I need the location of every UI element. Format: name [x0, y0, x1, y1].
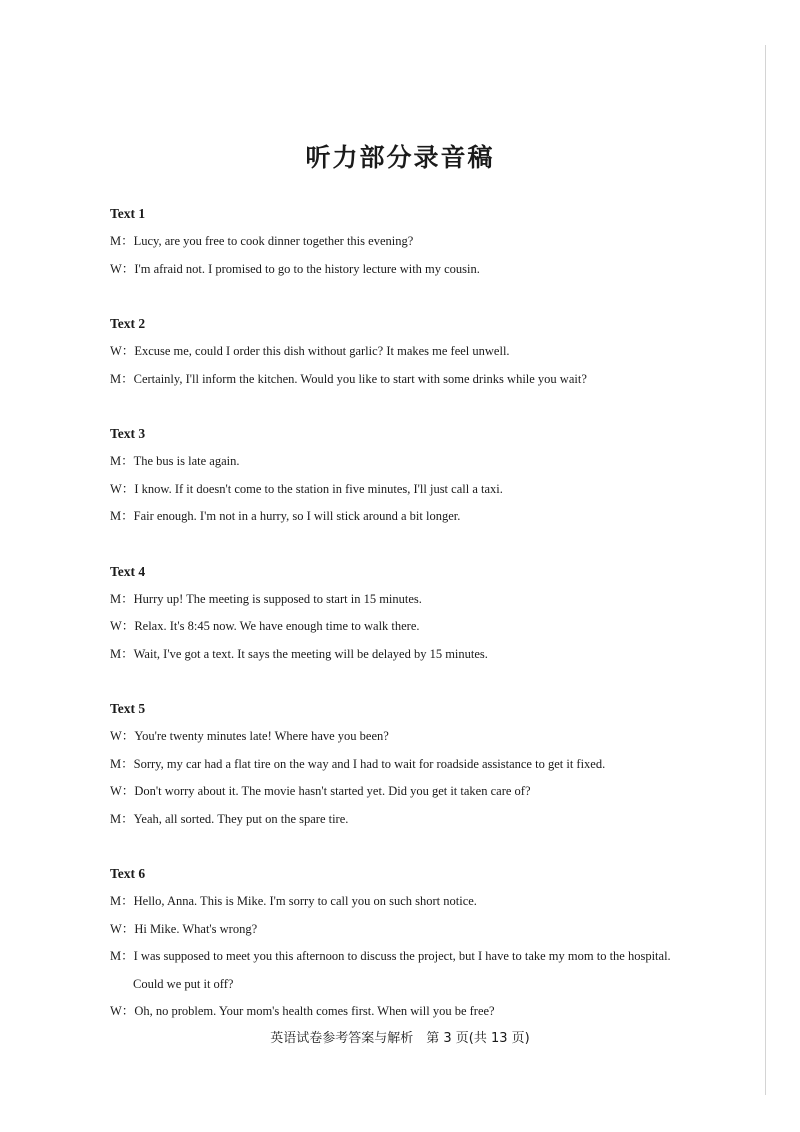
speaker-label: M： [110, 949, 134, 963]
speaker-label: M： [110, 371, 134, 386]
transcript-section [110, 310, 740, 393]
dialogue-text: Hurry up! The meeting is supposed to start in 15 minutes. [133, 591, 422, 606]
section-heading: Text 4 [110, 563, 146, 579]
dialogue-line [110, 586, 740, 614]
dialogue-line [110, 751, 740, 779]
transcript-section [110, 420, 740, 531]
dialogue-text: I'm afraid not. I promised to go to the history lecture with my cousin. [134, 261, 480, 276]
speaker-label: M： [110, 646, 134, 661]
speaker-label: M： [110, 234, 134, 248]
transcript-section [110, 558, 740, 669]
page-edge-line [765, 45, 766, 1095]
section-heading: Text 6 [110, 866, 146, 881]
dialogue-text: The bus is late again. [133, 454, 240, 468]
dialogue-text: I know. If it doesn't come to the station in five minutes, I'll just call a taxi. [134, 481, 503, 496]
speaker-label: W： [110, 344, 135, 358]
speaker-label: W： [110, 261, 135, 276]
dialogue-line [110, 256, 740, 284]
dialogue-line [110, 806, 740, 834]
dialogue-line [110, 916, 740, 944]
dialogue-text: Could we put it off? [133, 976, 234, 991]
dialogue-line [110, 476, 740, 504]
dialogue-line [110, 448, 740, 476]
dialogue-text: Don't worry about it. The movie hasn't started yet. Did you get it taken care of? [134, 784, 531, 798]
dialogue-text: Oh, no problem. Your mom's health comes first. When will you be free? [134, 1004, 495, 1018]
dialogue-text: I was supposed to meet you this afternoon to discuss the project, but I have to take my mom to the hospital. [133, 949, 671, 963]
section-heading: Text 2 [110, 316, 146, 331]
dialogue-line [110, 228, 740, 256]
dialogue-text: Certainly, I'll inform the kitchen. Would you like to start with some drinks while you wait? [133, 371, 587, 386]
dialogue-line [110, 971, 740, 999]
dialogue-line [110, 778, 740, 806]
dialogue-line [110, 943, 740, 971]
dialogue-text: You're twenty minutes late! Where have you been? [134, 729, 389, 743]
dialogue-text: Fair enough. I'm not in a hurry, so I will stick around a bit longer. [133, 509, 461, 523]
dialogue-text: Yeah, all sorted. They put on the spare tire. [133, 811, 349, 826]
dialogue-text: Hi Mike. What's wrong? [134, 921, 258, 936]
dialogue-line [110, 503, 740, 531]
transcript-section [110, 695, 740, 833]
speaker-label: M： [110, 894, 134, 908]
transcript-content [110, 200, 740, 1053]
speaker-label: W： [110, 784, 135, 798]
page-title: 听力部分录音稿 [305, 143, 495, 172]
transcript-section [110, 200, 740, 283]
dialogue-line [110, 641, 740, 669]
section-heading: Text 3 [110, 426, 146, 441]
transcript-section [110, 860, 740, 1026]
dialogue-text: Lucy, are you free to cook dinner together this evening? [133, 234, 414, 248]
dialogue-text: Hello, Anna. This is Mike. I'm sorry to call you on such short notice. [133, 894, 477, 908]
dialogue-line [110, 998, 740, 1026]
speaker-label: W： [110, 1004, 135, 1018]
dialogue-text: Excuse me, could I order this dish without garlic? It makes me feel unwell. [134, 344, 510, 358]
section-heading: Text 5 [110, 701, 146, 716]
speaker-label: M： [110, 756, 134, 771]
dialogue-line [110, 338, 740, 366]
speaker-label: M： [110, 454, 134, 468]
dialogue-line [110, 613, 740, 641]
dialogue-line [110, 366, 740, 394]
dialogue-text: Sorry, my car had a flat tire on the way and I had to wait for roadside assistance to get it fixed. [133, 756, 606, 771]
speaker-label: W： [110, 729, 135, 743]
speaker-label: W： [110, 921, 135, 936]
speaker-label: M： [110, 811, 134, 826]
speaker-label: W： [110, 619, 135, 633]
dialogue-text: Wait, I've got a text. It says the meeting will be delayed by 15 minutes. [133, 646, 488, 661]
dialogue-line [110, 888, 740, 916]
section-heading: Text 1 [110, 206, 146, 221]
page-footer: 英语试卷参考答案与解析 第 3 页(共 13 页) [270, 1031, 530, 1046]
speaker-label: W： [110, 481, 135, 496]
speaker-label: M： [110, 509, 134, 523]
dialogue-line [110, 723, 740, 751]
speaker-label: M： [110, 591, 134, 606]
dialogue-text: Relax. It's 8:45 now. We have enough time to walk there. [134, 619, 420, 633]
